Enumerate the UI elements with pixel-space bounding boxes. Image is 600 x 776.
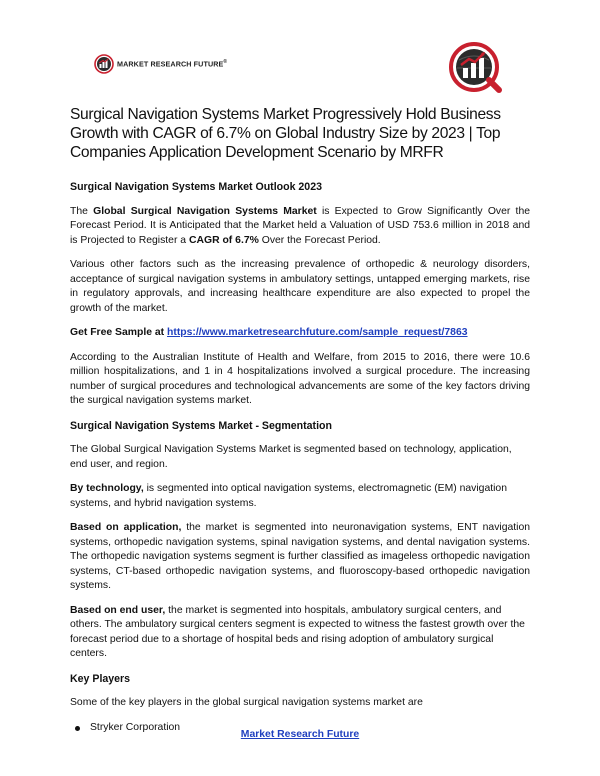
segmentation-end-user: Based on end user, the market is segmented into hospitals, ambulatory surgical centers, and others. The ambulatory surgical centers segment is expected to witness the fastest growth over the forecast period due to a shortage of hospital beds and rising adoption of ambulatory surgical centers. — [70, 604, 525, 659]
key-players-heading: Key Players — [70, 672, 131, 685]
footer — [0, 729, 600, 740]
article-body — [70, 180, 530, 735]
outlook-heading: Surgical Navigation Systems Market Outlook 2023 — [70, 181, 322, 193]
sample-request-link[interactable]: https://www.marketresearchfuture.com/sample_request/7863 — [167, 327, 468, 338]
brand-globe-icon — [94, 54, 114, 74]
outlook-paragraph-2: Various other factors such as the increasing prevalence of orthopedic & neurology disorders, acceptance of surgical navigation systems in ambulatory settings, untapped emerging markets, rise in regulatory approvals, and increasing healthcare expenditure are also expected to propel the growth of the market. — [70, 259, 530, 314]
list-item: Stryker Corporation — [70, 721, 530, 736]
segmentation-intro: The Global Surgical Navigation Systems Market is segmented based on technology, application, end user, and region. — [70, 444, 512, 470]
page-title: Surgical Navigation Systems Market Progressively Hold Business Growth with CAGR of 6.7% on Global Industry Size by 2023 | Top Companies Application Development Scenario by MRFR — [70, 106, 501, 161]
free-sample-line: Get Free Sample at https://www.marketresearchfuture.com/sample_request/7863 — [70, 327, 468, 338]
key-players-intro: Some of the key players in the global surgical navigation systems market are — [70, 697, 423, 708]
segmentation-technology: By technology, is segmented into optical navigation systems, electromagnetic (EM) navigation systems, and hybrid navigation systems. — [70, 483, 507, 509]
outlook-paragraph-3: According to the Australian Institute of Health and Welfare, from 2015 to 2016, there were 10.6 million hospitalizations, and 1 in 4 hospitalizations involved a surgical procedure. The increasing number of surgical procedures and technological advancements are some of the key factors driving the surgical navigation systems market. — [70, 351, 530, 406]
segmentation-heading: Surgical Navigation Systems Market - Segmentation — [70, 419, 332, 432]
outlook-paragraph-1: The Global Surgical Navigation Systems Market is Expected to Grow Significantly Over the Forecast Period. It is Anticipated that the Market held a Valuation of USD 753.6 million in 2018 and is Projected to Register a CAGR of 6.7% Over the Forecast Period. — [70, 205, 531, 246]
brand-globe-large-icon — [447, 38, 505, 101]
brand-name: MARKET RESEARCH FUTURE® — [117, 59, 228, 69]
footer-link[interactable]: Market Research Future — [240, 729, 360, 740]
brand-logo — [94, 54, 227, 74]
segmentation-application: Based on application, the market is segmented into neuronavigation systems, ENT navigation systems, orthopedic navigation systems, spinal navigation systems, and dental navigation systems. The orthopedic navigation systems segment is further classified as imageless orthopedic navigation systems, CT-based orthopedic navigation systems, and fluoroscopy-based orthopedic navigation systems. — [70, 522, 531, 591]
